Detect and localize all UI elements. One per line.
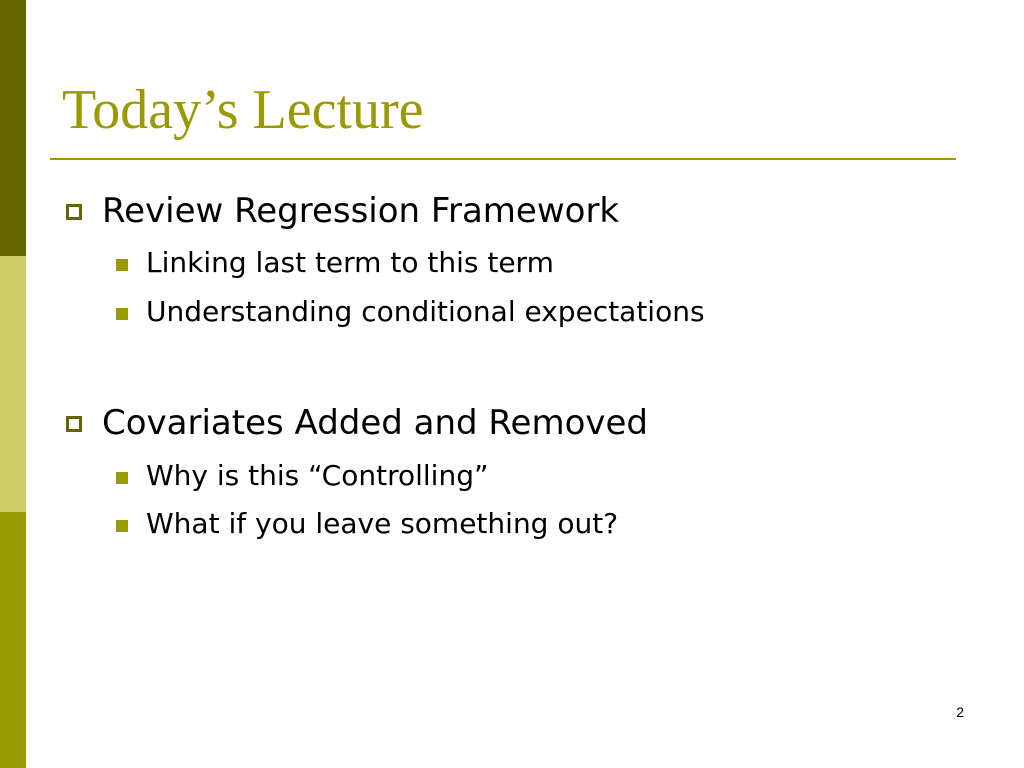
filled-square-bullet-icon	[116, 259, 128, 271]
slide-number: 2	[956, 704, 964, 720]
sub-bullet-text: Why is this “Controlling”	[146, 459, 489, 492]
title-underline-rule	[50, 158, 956, 160]
sub-bullet-text: Understanding conditional expectations	[146, 295, 705, 328]
sub-bullet-text: Linking last term to this term	[146, 246, 554, 279]
hollow-square-bullet-icon	[66, 204, 82, 220]
hollow-square-bullet-icon	[66, 416, 82, 432]
bullet-text: Review Regression Framework	[102, 191, 620, 231]
filled-square-bullet-icon	[116, 308, 128, 320]
slide-title: Today’s Lecture	[62, 79, 424, 141]
sub-bullet-text: What if you leave something out?	[146, 507, 619, 540]
filled-square-bullet-icon	[116, 520, 128, 532]
sidebar-bottom-band	[0, 512, 26, 768]
sidebar-top-band	[0, 0, 26, 256]
sidebar-middle-band	[0, 256, 26, 512]
bullet-text: Covariates Added and Removed	[102, 403, 648, 443]
filled-square-bullet-icon	[116, 472, 128, 484]
